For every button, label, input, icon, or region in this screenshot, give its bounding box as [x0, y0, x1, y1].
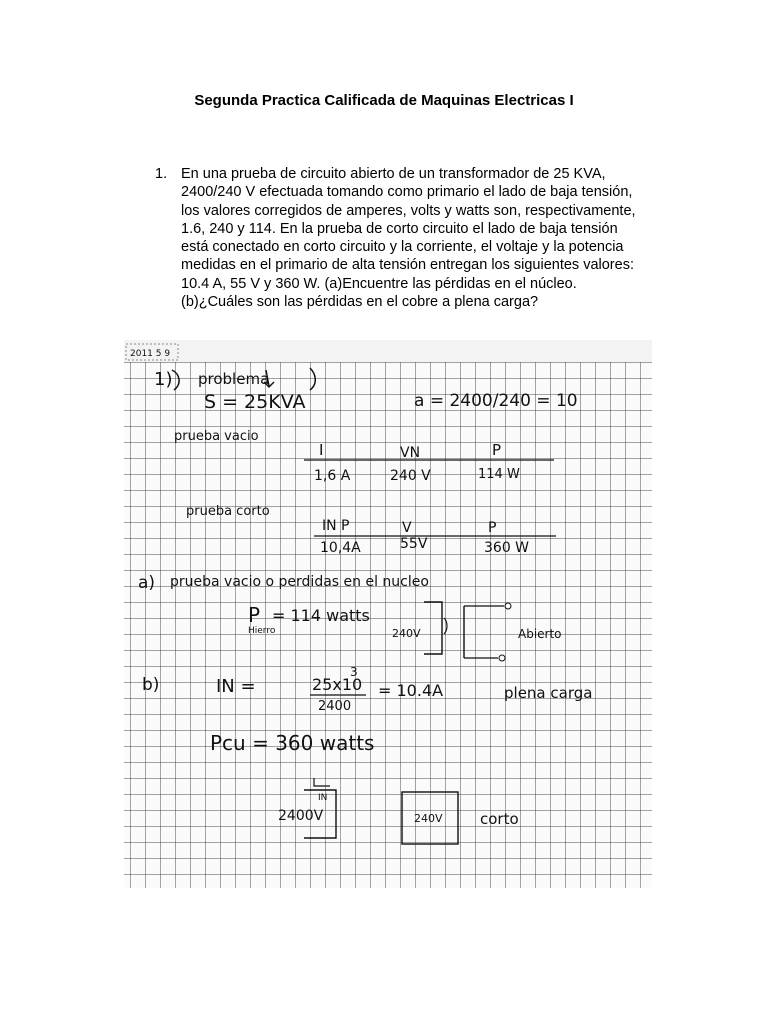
problem-line: 2400/240 V efectuada tomando como primario el lado de baja tensión,	[181, 184, 633, 201]
p-hierro-value: = 114 watts	[272, 606, 370, 625]
problem-line: 10.4 A, 55 V y 360 W. (a)Encuentre las pérdidas en el núcleo.	[181, 275, 577, 292]
problem-line: En una prueba de circuito abierto de un transformador de 25 KVA,	[181, 166, 606, 182]
corto-header-in: IN P	[322, 518, 350, 534]
document-title: Segunda Practica Calificada de Maquinas Electricas I	[194, 92, 574, 109]
fraction-denominator: 2400	[318, 699, 352, 714]
part-a-label: a)	[138, 573, 156, 593]
problema-label: problema	[198, 370, 270, 388]
corto-value-in: 10,4A	[320, 540, 361, 556]
in-result: = 10.4A	[378, 681, 444, 700]
problema-paren	[310, 368, 315, 390]
vacio-header-p: P	[492, 441, 502, 459]
vacio-value-i: 1,6 A	[314, 468, 351, 484]
vacio-value-p: 114 W	[478, 467, 520, 482]
current-arrow-icon	[314, 778, 330, 786]
problem-line: (b)¿Cuáles son las pérdidas en el cobre a plena carga?	[181, 294, 539, 311]
problem-statement	[155, 165, 636, 311]
problem-line: está conectado en corto circuito y la corriente, el voltaje y la potencia	[181, 239, 624, 256]
prueba-corto-label: prueba corto	[186, 504, 270, 519]
problem-line: los valores corregidos de amperes, volts y watts son, respectivamente,	[181, 202, 636, 219]
circuit-a-voltage: 240V	[392, 627, 421, 640]
fraction-exponent: 3	[350, 665, 358, 679]
part-a-text: prueba vacio o perdidas en el nucleo	[170, 574, 429, 590]
fraction-numerator: 25x10	[312, 675, 363, 694]
handwritten-solution-scan	[124, 340, 652, 888]
s-equation: S = 25KVA	[204, 391, 306, 413]
vacio-value-v: 240 V	[390, 468, 431, 484]
corto-value-v: 55V	[400, 536, 428, 552]
circuit-b-primary-voltage: 2400V	[278, 808, 324, 824]
circuit-b-current: IN	[318, 793, 328, 803]
handwriting-layer	[124, 340, 652, 888]
circuit-a-primary	[424, 602, 442, 654]
plena-carga-label: plena carga	[504, 684, 593, 702]
circuit-b-label: corto	[480, 810, 519, 828]
problem-number: 1.	[155, 166, 168, 182]
terminal-icon	[505, 603, 511, 609]
item-1-paren	[172, 370, 179, 390]
in-label: IN =	[216, 676, 256, 697]
circuit-b-secondary-voltage: 240V	[414, 812, 443, 825]
p-hierro-subscript: Hierro	[248, 626, 276, 636]
circuit-a-label: Abierto	[518, 627, 562, 641]
vacio-header-v: VN	[400, 445, 421, 461]
problem-line: 1.6, 240 y 114. En la prueba de corto circuito el lado de baja tensión	[181, 220, 618, 237]
vacio-header-i: I	[319, 441, 324, 459]
p-hierro-symbol: P	[248, 603, 261, 627]
corner-stamp: 2011 5 9	[130, 349, 171, 359]
circuit-a-secondary	[464, 606, 504, 658]
pcu-equation: Pcu = 360 watts	[210, 731, 375, 755]
prueba-vacio-label: prueba vacio	[174, 429, 259, 444]
circuit-a-coil	[444, 618, 447, 634]
part-b-label: b)	[142, 675, 160, 695]
corto-value-p: 360 W	[484, 540, 530, 556]
ratio-equation: a = 2400/240 = 10	[414, 391, 578, 411]
corto-header-p: P	[488, 520, 497, 536]
problem-line: medidas en el primario de alta tensión entregan los siguientes valores:	[181, 257, 634, 274]
terminal-icon	[499, 655, 505, 661]
corto-header-v: V	[402, 520, 412, 536]
item-1-label: 1)	[154, 369, 173, 390]
